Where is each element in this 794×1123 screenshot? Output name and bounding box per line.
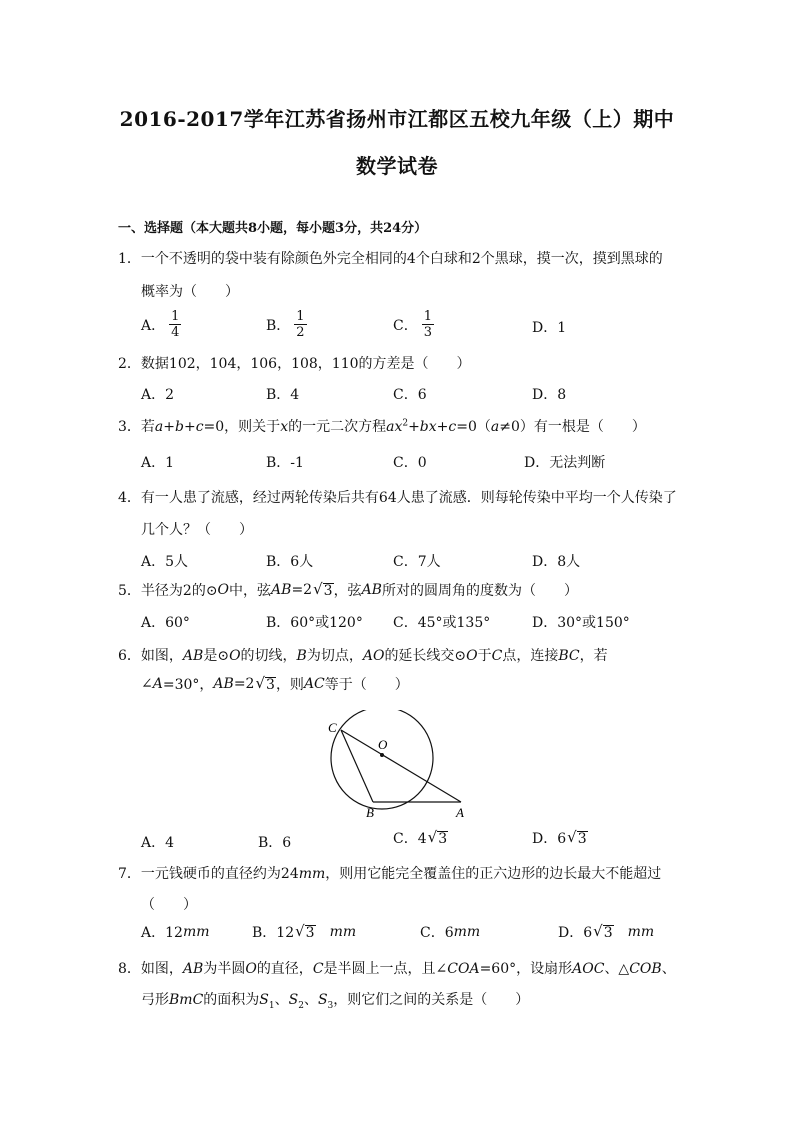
q5-stem: 5．半径为2的⊙ O 中，弦 AB =2 √ 3 ，弦 AB 所对的圆周角的度数为（ ） [118,580,578,599]
section-heading: 一、选择题（本大题共8小题，每小题3分，共24分） [118,221,428,236]
q6-stem-line2: ∠ A =30°， AB =2 √ 3 ，则 AC 等于（ ） [141,674,409,693]
q6-option-b[interactable]: B．6 [258,835,292,851]
q1-option-c[interactable]: C． $\frac{1}{3}$ [393,309,432,340]
label-b: B [366,805,374,820]
q3-option-a[interactable]: A．1 [141,455,175,471]
q7-stem-line2: （ ） [141,897,197,913]
q7-option-a[interactable]: A．12 mm [141,924,210,941]
q3-option-b[interactable]: B．-1 [266,455,304,471]
q6-option-a[interactable]: A．4 [141,835,175,851]
q1-stem-line1: 1．一个不透明的袋中装有除颜色外完全相同的4个白球和2个黑球，摸一次，摸到黑球的 [118,251,663,267]
q1-option-a[interactable]: A． $\frac{1}{4}$ [141,309,180,340]
q4-option-c[interactable]: C．7人 [393,554,441,570]
q6-stem-line1: 6．如图，AB是⊙O的切线，B为切点，AO的延长线交⊙O于C点，连接BC，若 [118,648,608,664]
fraction: $\frac{1}{2}$ [296,309,305,340]
q6-option-c[interactable]: C．4 √ 3 [393,828,448,847]
q1-option-b[interactable]: B． $\frac{1}{2}$ [266,309,305,340]
q1-option-d[interactable]: D．1 [532,320,567,336]
q4-option-a[interactable]: A．5人 [141,554,189,570]
sqrt-symbol: √ 3 [295,922,315,941]
q7-option-d[interactable]: D．6 √ 3 mm [558,922,655,941]
q6-option-d[interactable]: D．6 √ 3 [532,828,587,847]
q2-option-c[interactable]: C．6 [393,387,427,403]
q4-stem-line2: 几个人？（ ） [141,522,253,538]
exam-title-line1: 2016-2017学年江苏省扬州市江都区五校九年级（上）期中 [119,107,675,131]
line-ca [341,730,461,802]
q1-stem-line2: 概率为（ ） [141,284,239,300]
q7-stem-line1: 7．一元钱硬币的直径约为24mm，则用它能完全覆盖住的正六边形的边长最大不能超过 [118,866,662,882]
exam-title-line2: 数学试卷 [356,154,438,178]
q2-option-a[interactable]: A．2 [141,387,175,403]
sqrt-symbol: √ 3 [567,828,587,847]
fraction: $\frac{1}{3}$ [423,309,432,340]
q4-option-b[interactable]: B．6人 [266,554,314,570]
q3-stem: 3．若a+b+c=0，则关于x的一元二次方程$ax^2+bx+c=0(a\ne 0)$有一根是（ ） [118,418,646,435]
q3-option-c[interactable]: C．0 [393,455,427,471]
label-c: C [328,720,337,735]
q5-option-d[interactable]: D．30°或150° [532,615,630,631]
sqrt-symbol: √ 3 [427,828,448,847]
q5-option-a[interactable]: A．60° [141,615,190,631]
q5-option-c[interactable]: C．45°或135° [393,615,491,631]
q4-stem-line1: 4．有一人患了流感，经过两轮传染后共有64人患了流感．则每轮传染中平均一个人传染了 [118,490,677,506]
q2-option-d[interactable]: D．8 [532,387,567,403]
q2-stem: 2．数据102，104，106，108，110的方差是（ ） [118,356,471,372]
q5-option-b[interactable]: B．60°或120° [266,615,363,631]
line-cb [341,730,373,802]
sqrt-symbol: √ 3 [313,580,333,599]
sqrt-symbol: √ 3 [255,674,275,693]
label-o: O [378,737,388,752]
circle-o [331,710,433,809]
q3-option-d[interactable]: D．无法判断 [524,455,606,471]
center-point-o [380,753,384,757]
q7-option-c[interactable]: C．6 mm [420,924,481,941]
q8-stem-line1: 8．如图，AB为半圆O的直径，C是半圆上一点，且∠COA=60°，设扇形AOC、△COB、 [118,961,676,977]
sqrt-symbol: √ 3 [593,922,613,941]
q8-stem-line2: 弓形BmC的面积为$S_1$、$S_2$、$S_3$，则它们之间的关系是（ ） [141,992,530,1011]
q4-option-d[interactable]: D．8人 [532,554,581,570]
q2-option-b[interactable]: B．4 [266,387,300,403]
fraction: $\frac{1}{4}$ [171,309,180,340]
q7-option-b[interactable]: B．12 √ 3 mm [252,922,357,941]
label-a: A [456,805,464,820]
q6-circle-tangent-figure [318,710,478,822]
